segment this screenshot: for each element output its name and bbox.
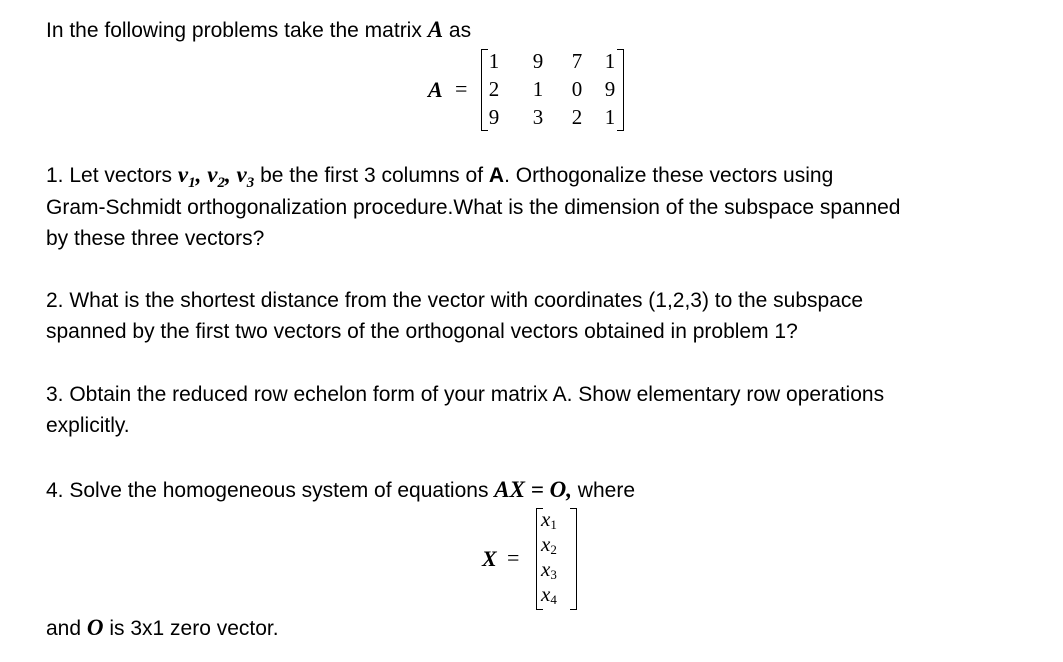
x-entry-var: x bbox=[541, 507, 551, 531]
x-entry-sub: 1 bbox=[550, 517, 557, 532]
x-vector-equals: = bbox=[507, 545, 520, 570]
problem1-post2: . Orthogonalize these vectors using bbox=[504, 164, 834, 187]
x-vector-label: X bbox=[482, 546, 497, 571]
intro-as: as bbox=[448, 19, 472, 42]
footer-zero-vector: O bbox=[86, 615, 104, 640]
problem4-line1 bbox=[46, 478, 635, 503]
matrix-a-cell: 2 bbox=[488, 77, 500, 101]
problem2-line1: 2. What is the shortest distance from the vector with coordinates (1,2,3) to the subspace bbox=[46, 289, 864, 312]
footer-post: is 3x1 zero vector. bbox=[109, 617, 279, 640]
intro-line bbox=[46, 18, 471, 43]
matrix-a-cell: 9 bbox=[488, 105, 500, 129]
vector-v2-sub: 2 bbox=[217, 175, 225, 191]
x-entry-sub: 3 bbox=[550, 567, 557, 582]
problem4-post: where bbox=[577, 479, 635, 502]
vector-v2-symbol: v bbox=[207, 162, 218, 187]
x-entry-sub: 4 bbox=[550, 592, 557, 607]
problem2-line2: spanned by the first two vectors of the orthogonal vectors obtained in problem 1? bbox=[46, 320, 798, 343]
x-entry-var: x bbox=[541, 557, 551, 581]
intro-text: In the following problems take the matrix bbox=[46, 19, 422, 42]
vector-v3-sub: 3 bbox=[246, 175, 255, 191]
vector-sep: , bbox=[195, 162, 202, 187]
problem1-line2: Gram-Schmidt orthogonalization procedure.What is the dimension of the subspace spanned bbox=[46, 196, 901, 219]
matrix-a-cell: 0 bbox=[571, 77, 583, 101]
problem1-matrix: A bbox=[488, 164, 505, 187]
matrix-a-cell: 9 bbox=[604, 77, 616, 101]
problem3-line1: 3. Obtain the reduced row echelon form of your matrix A. Show elementary row operations bbox=[46, 383, 885, 406]
vector-v1-sub: 1 bbox=[188, 175, 196, 191]
vector-v1-symbol: v bbox=[177, 162, 189, 187]
vector-v3 bbox=[236, 162, 255, 191]
matrix-a-cell: 1 bbox=[604, 49, 616, 73]
x-vector-right-bracket bbox=[570, 508, 577, 610]
vector-sep: , bbox=[224, 162, 231, 187]
vector-v1 bbox=[177, 162, 196, 191]
x-entry-sub: 2 bbox=[550, 542, 557, 557]
intro-matrix-name: A bbox=[427, 17, 444, 42]
problem1-post: be the first 3 columns of bbox=[260, 164, 484, 187]
problem1-line1 bbox=[46, 163, 833, 195]
problem4-equation: AX = O, bbox=[494, 477, 572, 502]
x-entry-var: x bbox=[541, 532, 551, 556]
matrix-a-cell: 3 bbox=[532, 105, 544, 129]
matrix-a-equals: = bbox=[455, 76, 468, 101]
matrix-a-cell: 1 bbox=[604, 105, 616, 129]
footer-pre: and bbox=[46, 617, 82, 640]
matrix-a-cell: 1 bbox=[532, 77, 544, 101]
vector-v3-symbol: v bbox=[236, 162, 247, 187]
matrix-a-cell: 7 bbox=[571, 49, 583, 73]
problem4-footer bbox=[46, 616, 279, 641]
vector-v2 bbox=[207, 162, 225, 191]
matrix-a-label: A bbox=[428, 77, 443, 102]
problem4-pre: 4. Solve the homogeneous system of equations bbox=[46, 479, 489, 502]
x-entry-var: x bbox=[541, 582, 551, 606]
problem3-line2: explicitly. bbox=[46, 414, 130, 437]
matrix-a-cell: 9 bbox=[532, 49, 544, 73]
problem1-pre: 1. Let vectors bbox=[46, 164, 173, 187]
problem1-line3: by these three vectors? bbox=[46, 227, 265, 250]
matrix-a-cell: 1 bbox=[488, 49, 500, 73]
matrix-a-cell: 2 bbox=[571, 105, 583, 129]
x-vector-entry bbox=[541, 583, 571, 611]
